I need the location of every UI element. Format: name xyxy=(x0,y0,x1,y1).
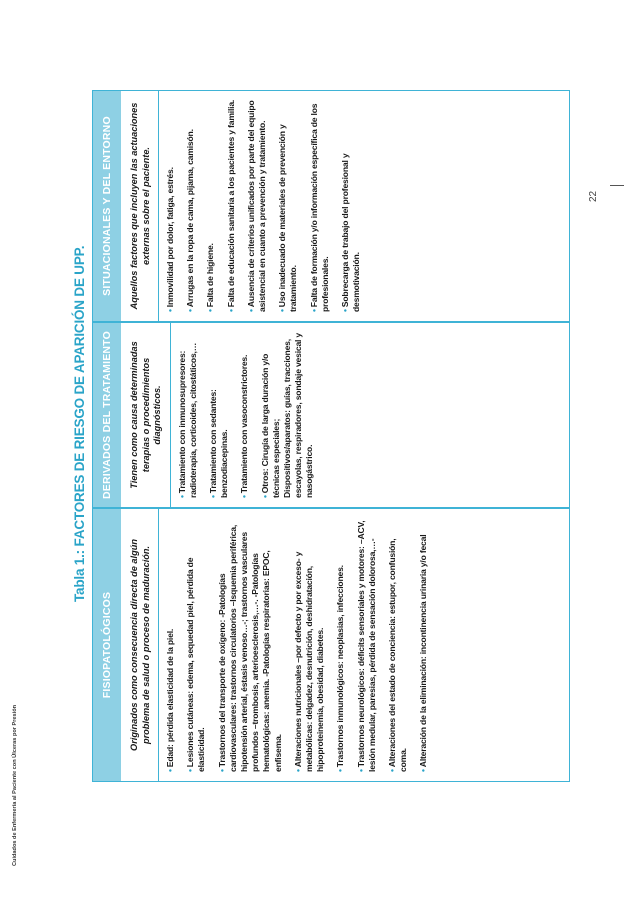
bullet-icon: • xyxy=(335,769,346,772)
list-item: •Falta de formación y/o información específica de los profesionales. xyxy=(308,103,330,312)
bullet-icon: • xyxy=(308,309,319,312)
list-item: •Edad: pérdida elasticidad de la piel. xyxy=(165,628,175,772)
list-item: •Trastornos inmunológicos: neoplasias, infecciones. xyxy=(335,565,346,772)
column-header: SITUACIONALES Y DEL ENTORNO xyxy=(93,91,121,321)
bullet-icon: • xyxy=(340,309,351,312)
bullet-icon: • xyxy=(216,769,227,772)
bullet-icon: • xyxy=(292,769,303,772)
column-header: DERIVADOS DEL TRATAMIENTO xyxy=(93,323,121,507)
page-number: 22 xyxy=(588,190,599,202)
column-subtitle: Tienen como causa determinadas terapias o procedimientos diagnósticos. xyxy=(121,323,171,507)
list-item: •Alteración de la eliminación: incontinencia urinaria y/o fecal xyxy=(418,534,429,772)
bullet-icon: • xyxy=(355,769,366,772)
list-item: •Falta de educación sanitaria a los pacientes y familia. xyxy=(225,99,236,312)
list-item: •Sobrecarga de trabajo del profesional y desmotivación. xyxy=(340,153,362,312)
list-item: •Tratamiento con inmunosupresores: radioterapia, corticoides, citostáticos,… xyxy=(176,342,198,498)
table-title: Tabla 1.: FACTORES DE RIESGO DE APARICIÓN DE UPP. xyxy=(72,245,87,602)
bullet-icon: • xyxy=(239,495,250,498)
list-item: •Trastornos neurológicos: déficits sensoriales y motores: –ACV, lesión medular, paresias, pérdida de sensación dolorosa,…- xyxy=(355,520,377,772)
bullet-icon: • xyxy=(225,309,236,312)
list-item: •Uso inadecuado de materiales de prevención y tratamiento. xyxy=(277,124,299,312)
bullet-icon: • xyxy=(277,309,288,312)
bullet-icon: • xyxy=(165,309,175,312)
bullet-icon: • xyxy=(387,769,398,772)
page-marker xyxy=(610,185,624,186)
column-fisiopatologicos xyxy=(92,508,570,782)
item-list xyxy=(159,91,375,321)
column-subtitle: Originados como consecuencia directa de algún problema de salud o proceso de maduración. xyxy=(121,509,159,781)
column-tratamiento xyxy=(92,322,570,508)
list-item: •Alteraciones nutricionales –por defecto y por exceso- y metabólicas: delgadez, desnutrición, deshidratación, hipoproteinemia, obesidad, diabetes. xyxy=(292,551,326,772)
column-situacionales xyxy=(92,90,570,322)
list-item: •Tratamiento con sedantes: benzodiacepinas. xyxy=(207,389,230,498)
item-list xyxy=(171,323,329,507)
bullet-icon: • xyxy=(418,769,429,772)
list-item: •Falta de higiene. xyxy=(205,243,216,312)
bullet-icon: • xyxy=(259,495,270,498)
bullet-icon: • xyxy=(185,309,196,312)
bullet-icon: • xyxy=(165,769,175,772)
item-list xyxy=(159,509,443,781)
bullet-icon: • xyxy=(245,309,256,312)
list-item: •Otros: Cirugía de larga duración y/o técnicas especiales; Dispositivos/aparatos: guías, tracciones, escayolas, respiradores, sondaje vesical y nasogástrico. xyxy=(259,332,315,498)
list-item: •Inmovilidad por dolor, fatiga, estrés. xyxy=(165,167,175,312)
bullet-icon: • xyxy=(176,495,187,498)
bullet-icon: • xyxy=(207,495,218,498)
list-item: •Arrugas en la ropa de cama, pijama, camisón. xyxy=(185,129,196,312)
list-item: •Lesiones cutáneas: edema, sequedad piel, pérdida de elasticidad. xyxy=(185,557,207,772)
column-subtitle: Aquellos factores que incluyen las actuaciones externas sobre el paciente. xyxy=(121,91,159,321)
list-item: •Trastornos del transporte de oxígeno: -Patologías cardiovasculares: trastornos circulatorios –Isquemia periférica, hipotensión arterial, éstasis venoso…-; trastornos vasculares profundos –trombosis, arterioesclerosis,…-. -Patologías hematológicas: anemia. -Patologías respiratorias: EPOC, enfisema. xyxy=(216,524,283,772)
list-item: •Alteraciones del estado de conciencia: estupor, confusión, coma. xyxy=(387,538,409,772)
footer-text: Cuidados de Enfermería al Paciente con Úlceras por Presión xyxy=(12,704,18,866)
bullet-icon: • xyxy=(185,769,196,772)
column-header: FISIOPATOLÓGICOS xyxy=(93,509,121,781)
bullet-icon: • xyxy=(205,309,216,312)
list-item: •Tratamiento con vasoconstrictores. xyxy=(239,354,250,498)
list-item: •Ausencia de criterios unificados por parte del equipo asistencial en cuanto a prevención y tratamiento. xyxy=(245,100,268,312)
